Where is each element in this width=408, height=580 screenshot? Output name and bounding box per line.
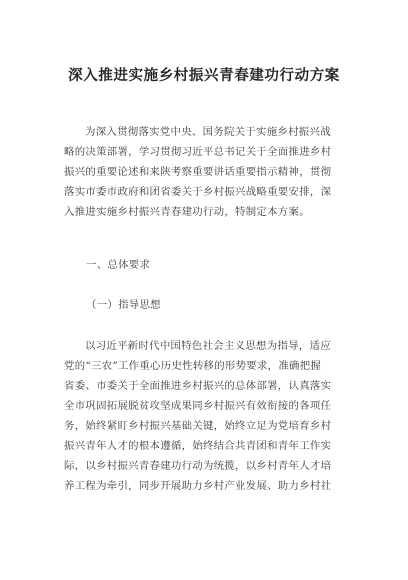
paragraph-line: 全市巩固拓展脱贫攻坚成果同乡村振兴有效衔接的各项任: [64, 400, 332, 412]
section-heading: 一、总体要求: [86, 259, 151, 271]
intro-paragraph: [64, 122, 352, 222]
paragraph-line: 振兴的重要论述和来陕考察重要讲话重要指示精神，贯彻: [64, 166, 332, 178]
paragraph-line: 略的决策部署，学习贯彻习近平总书记关于全面推进乡村: [64, 146, 332, 158]
paragraph-line: 为深入贯彻落实党中央、国务院关于实施乡村振兴战: [85, 126, 331, 138]
paragraph-line: 落实市委市政府和团省委关于乡村振兴战略重要安排，深: [64, 186, 332, 198]
paragraph-line: 际，以乡村振兴青春建功行动为统揽，以乡村青年人才培: [64, 460, 332, 472]
paragraph-line: 振兴青年人才的根本遵循，始终结合共青团和青年工作实: [64, 440, 332, 452]
paragraph-line: 党的“三农”工作重心历史性转移的形势要求，准确把握: [64, 360, 322, 372]
paragraph-line: 入推进实施乡村振兴青春建功行动，特制定本方案。: [64, 206, 310, 218]
paragraph-line: 务，始终紧盯乡村振兴基础关键，始终立足为党培育乡村: [64, 420, 332, 432]
guiding-thought-paragraph: [64, 336, 352, 496]
paragraph-line: 以习近平新时代中国特色社会主义思想为指导，适应: [85, 340, 331, 352]
subsection-heading: （一）指导思想: [86, 299, 161, 311]
document-title: 深入推进实施乡村振兴青春建功行动方案: [68, 68, 340, 84]
paragraph-line: 养工程为牵引，同步开展助力乡村产业发展、助力乡村社: [64, 480, 332, 492]
paragraph-line: 省委、市委关于全面推进乡村振兴的总体部署，认真落实: [64, 380, 332, 392]
